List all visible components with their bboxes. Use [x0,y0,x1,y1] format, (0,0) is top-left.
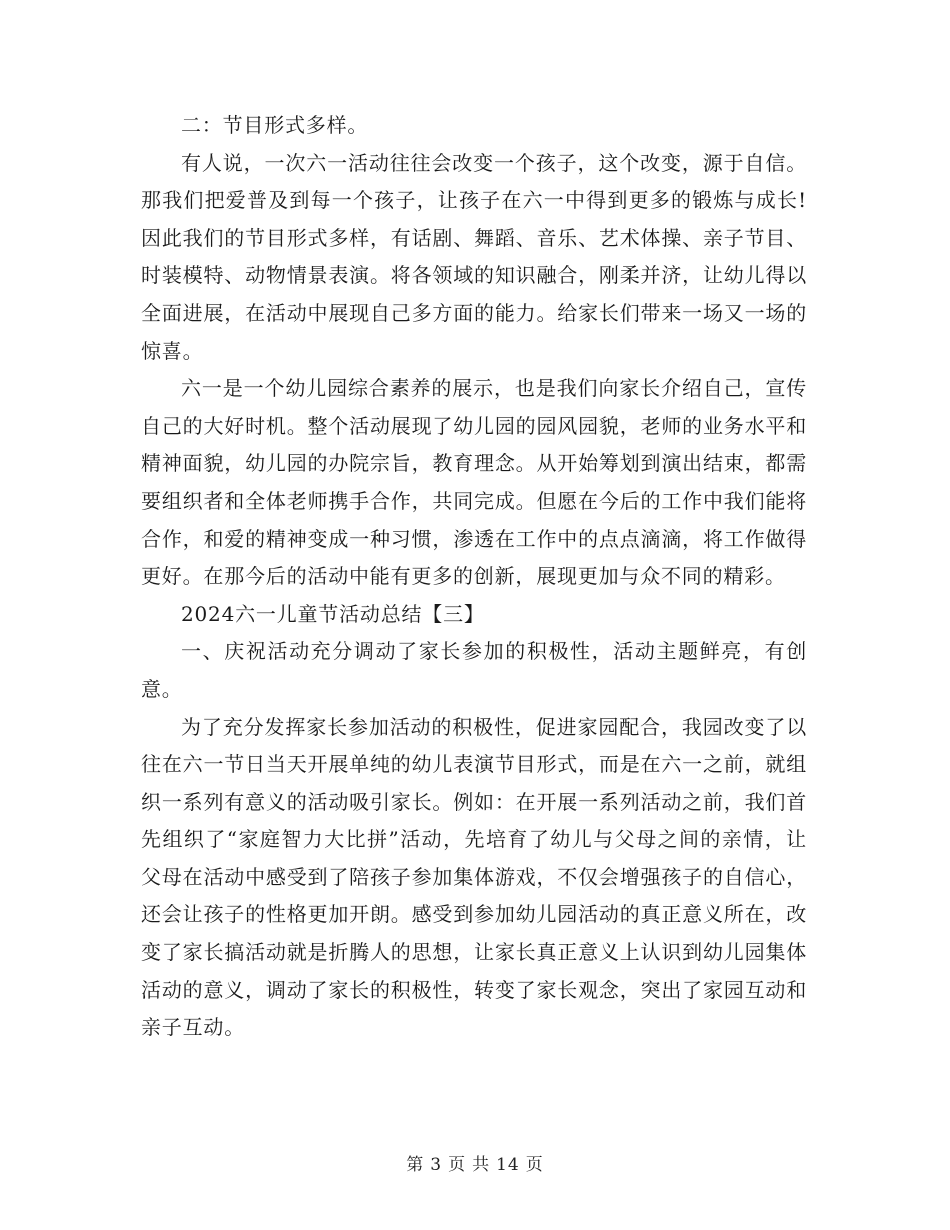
footer-total-pages: 14 [496,1155,520,1175]
footer-label-total: 共 [472,1155,491,1175]
footer-current-page: 3 [430,1155,443,1175]
section-heading: 一、庆祝活动充分调动了家长参加的积极性，活动主题鲜亮，有创意。 [141,639,807,701]
page-footer [0,1150,950,1175]
footer-label-unit-2: 页 [525,1155,544,1175]
section-heading: 二：节目形式多样。 [181,113,369,137]
section-title: 2024六一儿童节活动总结【三】 [181,601,485,626]
paragraph: 有人说，一次六一活动往往会改变一个孩子，这个改变，源于自信。那我们把爱普及到每一个孩子，让孩子在六一中得到更多的锻炼与成长!因此我们的节目形式多样，有话剧、舞蹈、音乐、艺术体操、亲子节目、时装模特、动物情景表演。将各领域的知识融合，刚柔并济，让幼儿得以全面进展，在活动中展现自己多方面的能力。给家长们带来一场又一场的惊喜。 [141,150,807,363]
document-body [141,107,807,1047]
footer-label-page: 第 [406,1155,425,1175]
paragraph: 为了充分发挥家长参加活动的积极性，促进家园配合，我园改变了以往在六一节日当天开展单纯的幼儿表演节目形式，而是在六一之前，就组织一系列有意义的活动吸引家长。例如：在开展一系列活动之前，我们首先组织了“家庭智力大比拼”活动，先培育了幼儿与父母之间的亲情，让父母在活动中感受到了陪孩子参加集体游戏，不仅会增强孩子的自信心，还会让孩子的性格更加开朗。感受到参加幼儿园活动的真正意义所在，改变了家长搞活动就是折腾人的思想，让家长真正意义上认识到幼儿园集体活动的意义，调动了家长的积极性，转变了家长观念，突出了家园互动和亲子互动。 [141,714,807,1040]
footer-label-unit: 页 [448,1155,467,1175]
paragraph: 六一是一个幼儿园综合素养的展示，也是我们向家长介绍自己，宣传自己的大好时机。整个活动展现了幼儿园的园风园貌，老师的业务水平和精神面貌，幼儿园的办院宗旨，教育理念。从开始筹划到演出结束，都需要组织者和全体老师携手合作，共同完成。但愿在今后的工作中我们能将合作，和爱的精神变成一种习惯，渗透在工作中的点点滴滴，将工作做得更好。在那今后的活动中能有更多的创新，展现更加与众不同的精彩。 [141,376,807,589]
